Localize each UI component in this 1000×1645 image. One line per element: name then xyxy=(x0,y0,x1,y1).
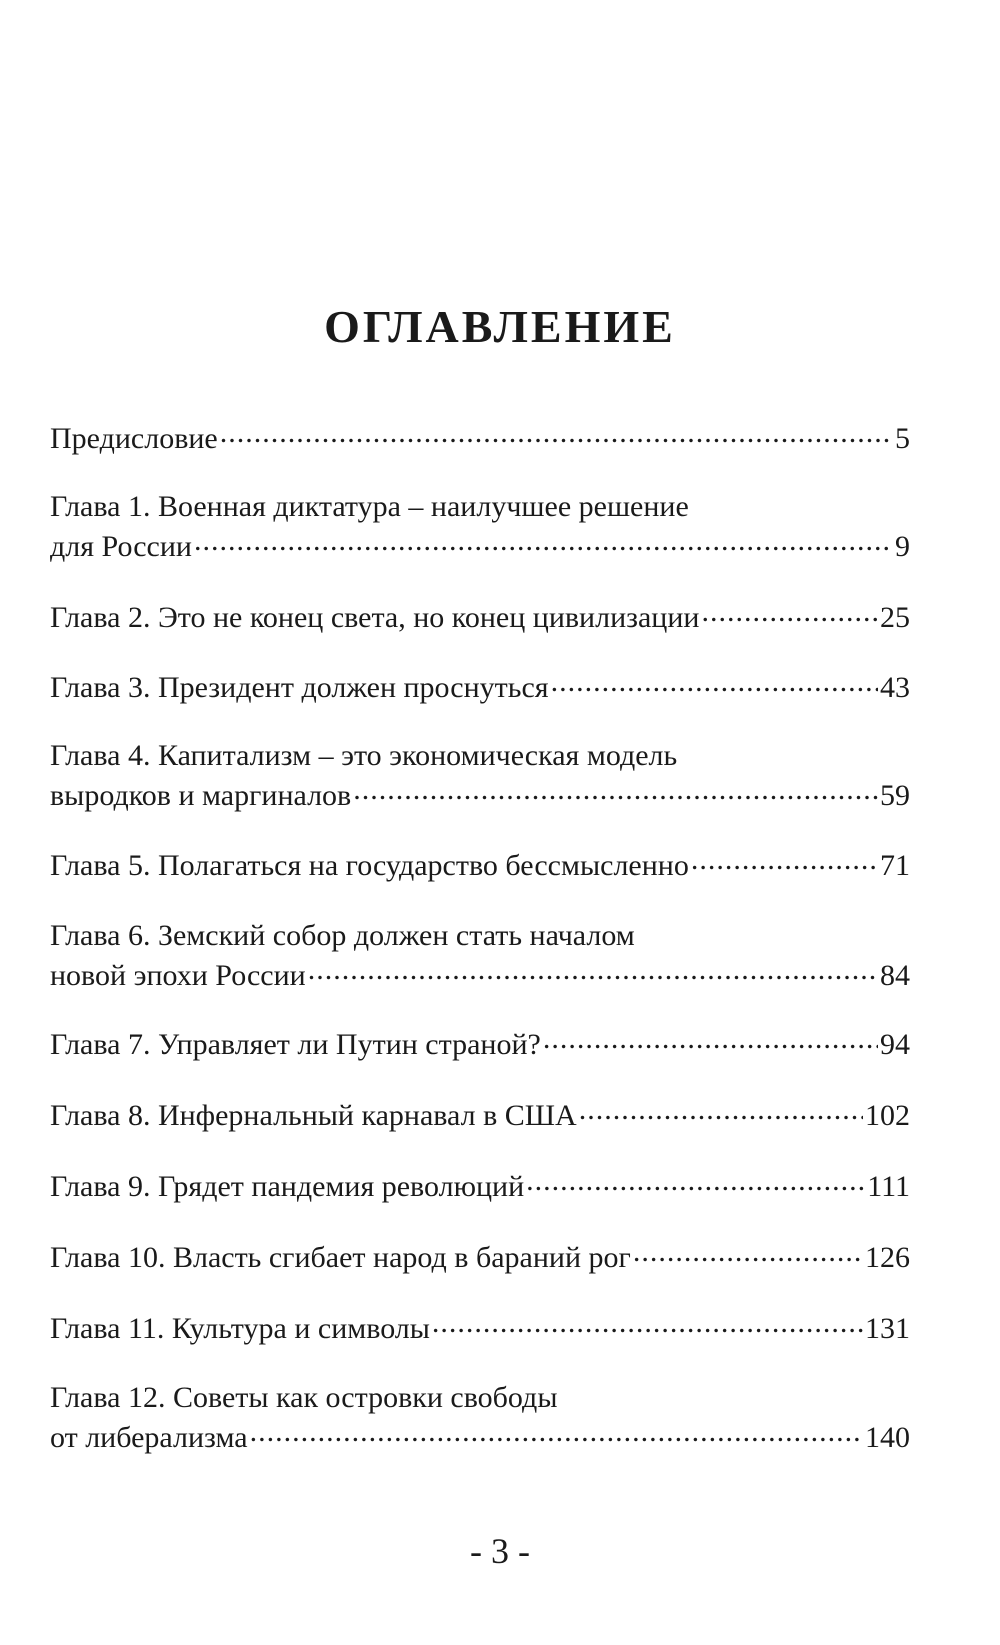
page-number: 94 xyxy=(880,1028,910,1061)
page-number: 59 xyxy=(880,779,910,812)
toc-entry-chapter-9 xyxy=(50,1166,910,1206)
toc-entry-chapter-8 xyxy=(50,1095,910,1135)
entry-title: Глава 9. Грядет пандемия революций xyxy=(50,1170,525,1203)
entry-title: Глава 11. Культура и символы xyxy=(50,1312,430,1345)
entry-title-line-2: новой эпохи России xyxy=(50,959,306,992)
dot-leader xyxy=(543,1024,878,1054)
entry-title-line-2: от либерализма xyxy=(50,1421,248,1454)
dot-leader xyxy=(691,845,878,875)
entry-title-line-1: Глава 6. Земский собор должен стать началом xyxy=(50,919,635,952)
toc-entry-chapter-2 xyxy=(50,597,910,637)
entry-title: Предисловие xyxy=(50,422,218,455)
entry-title: Глава 3. Президент должен проснуться xyxy=(50,671,549,704)
toc-entry-chapter-11 xyxy=(50,1308,910,1348)
toc-entry-chapter-12 xyxy=(50,1379,910,1457)
toc-entry-chapter-1 xyxy=(50,488,910,566)
page-number: 140 xyxy=(865,1421,910,1454)
page-footer-number: - 3 - xyxy=(470,1531,530,1571)
toc-entry-chapter-4 xyxy=(50,737,910,815)
toc-entry-preface xyxy=(50,418,910,458)
toc-entry-chapter-3 xyxy=(50,667,910,707)
dot-leader xyxy=(250,1417,863,1447)
entry-title: Глава 5. Полагаться на государство бессмысленно xyxy=(50,849,689,882)
page-number: 111 xyxy=(867,1170,910,1203)
toc-entry-chapter-10 xyxy=(50,1237,910,1277)
toc-entry-chapter-7 xyxy=(50,1024,910,1064)
page-title: ОГЛАВЛЕНИЕ xyxy=(324,301,676,352)
page-number: 126 xyxy=(865,1241,910,1274)
entry-title: Глава 10. Власть сгибает народ в бараний рог xyxy=(50,1241,631,1274)
entry-title-line-1: Глава 4. Капитализм – это экономическая модель xyxy=(50,739,678,772)
toc-entry-chapter-6 xyxy=(50,917,910,995)
dot-leader xyxy=(526,1166,865,1196)
dot-leader xyxy=(308,955,878,985)
entry-title-line-2: выродков и маргиналов xyxy=(50,779,352,812)
dot-leader xyxy=(194,526,893,556)
entry-title-line-1: Глава 12. Советы как островки свободы xyxy=(50,1381,558,1414)
dot-leader xyxy=(701,597,878,627)
dot-leader xyxy=(432,1308,863,1338)
dot-leader xyxy=(551,667,878,697)
toc-entry-chapter-5 xyxy=(50,845,910,885)
dot-leader xyxy=(633,1237,863,1267)
page-number: 71 xyxy=(880,849,910,882)
page-number: 5 xyxy=(895,422,910,455)
page-number: 131 xyxy=(865,1312,910,1345)
page-number: 25 xyxy=(880,601,910,634)
entry-title-line-2: для России xyxy=(50,530,192,563)
dot-leader xyxy=(353,775,878,805)
page-number: 102 xyxy=(865,1099,910,1132)
entry-title: Глава 2. Это не конец света, но конец цивилизации xyxy=(50,601,700,634)
page-number: 84 xyxy=(880,959,910,992)
entry-title: Глава 7. Управляет ли Путин страной? xyxy=(50,1028,541,1061)
entry-title: Глава 8. Инфернальный карнавал в США xyxy=(50,1099,577,1132)
page-number: 9 xyxy=(895,530,910,563)
dot-leader xyxy=(220,418,893,448)
entry-title-line-1: Глава 1. Военная диктатура – наилучшее решение xyxy=(50,490,689,523)
page-number: 43 xyxy=(880,671,910,704)
dot-leader xyxy=(579,1095,863,1125)
